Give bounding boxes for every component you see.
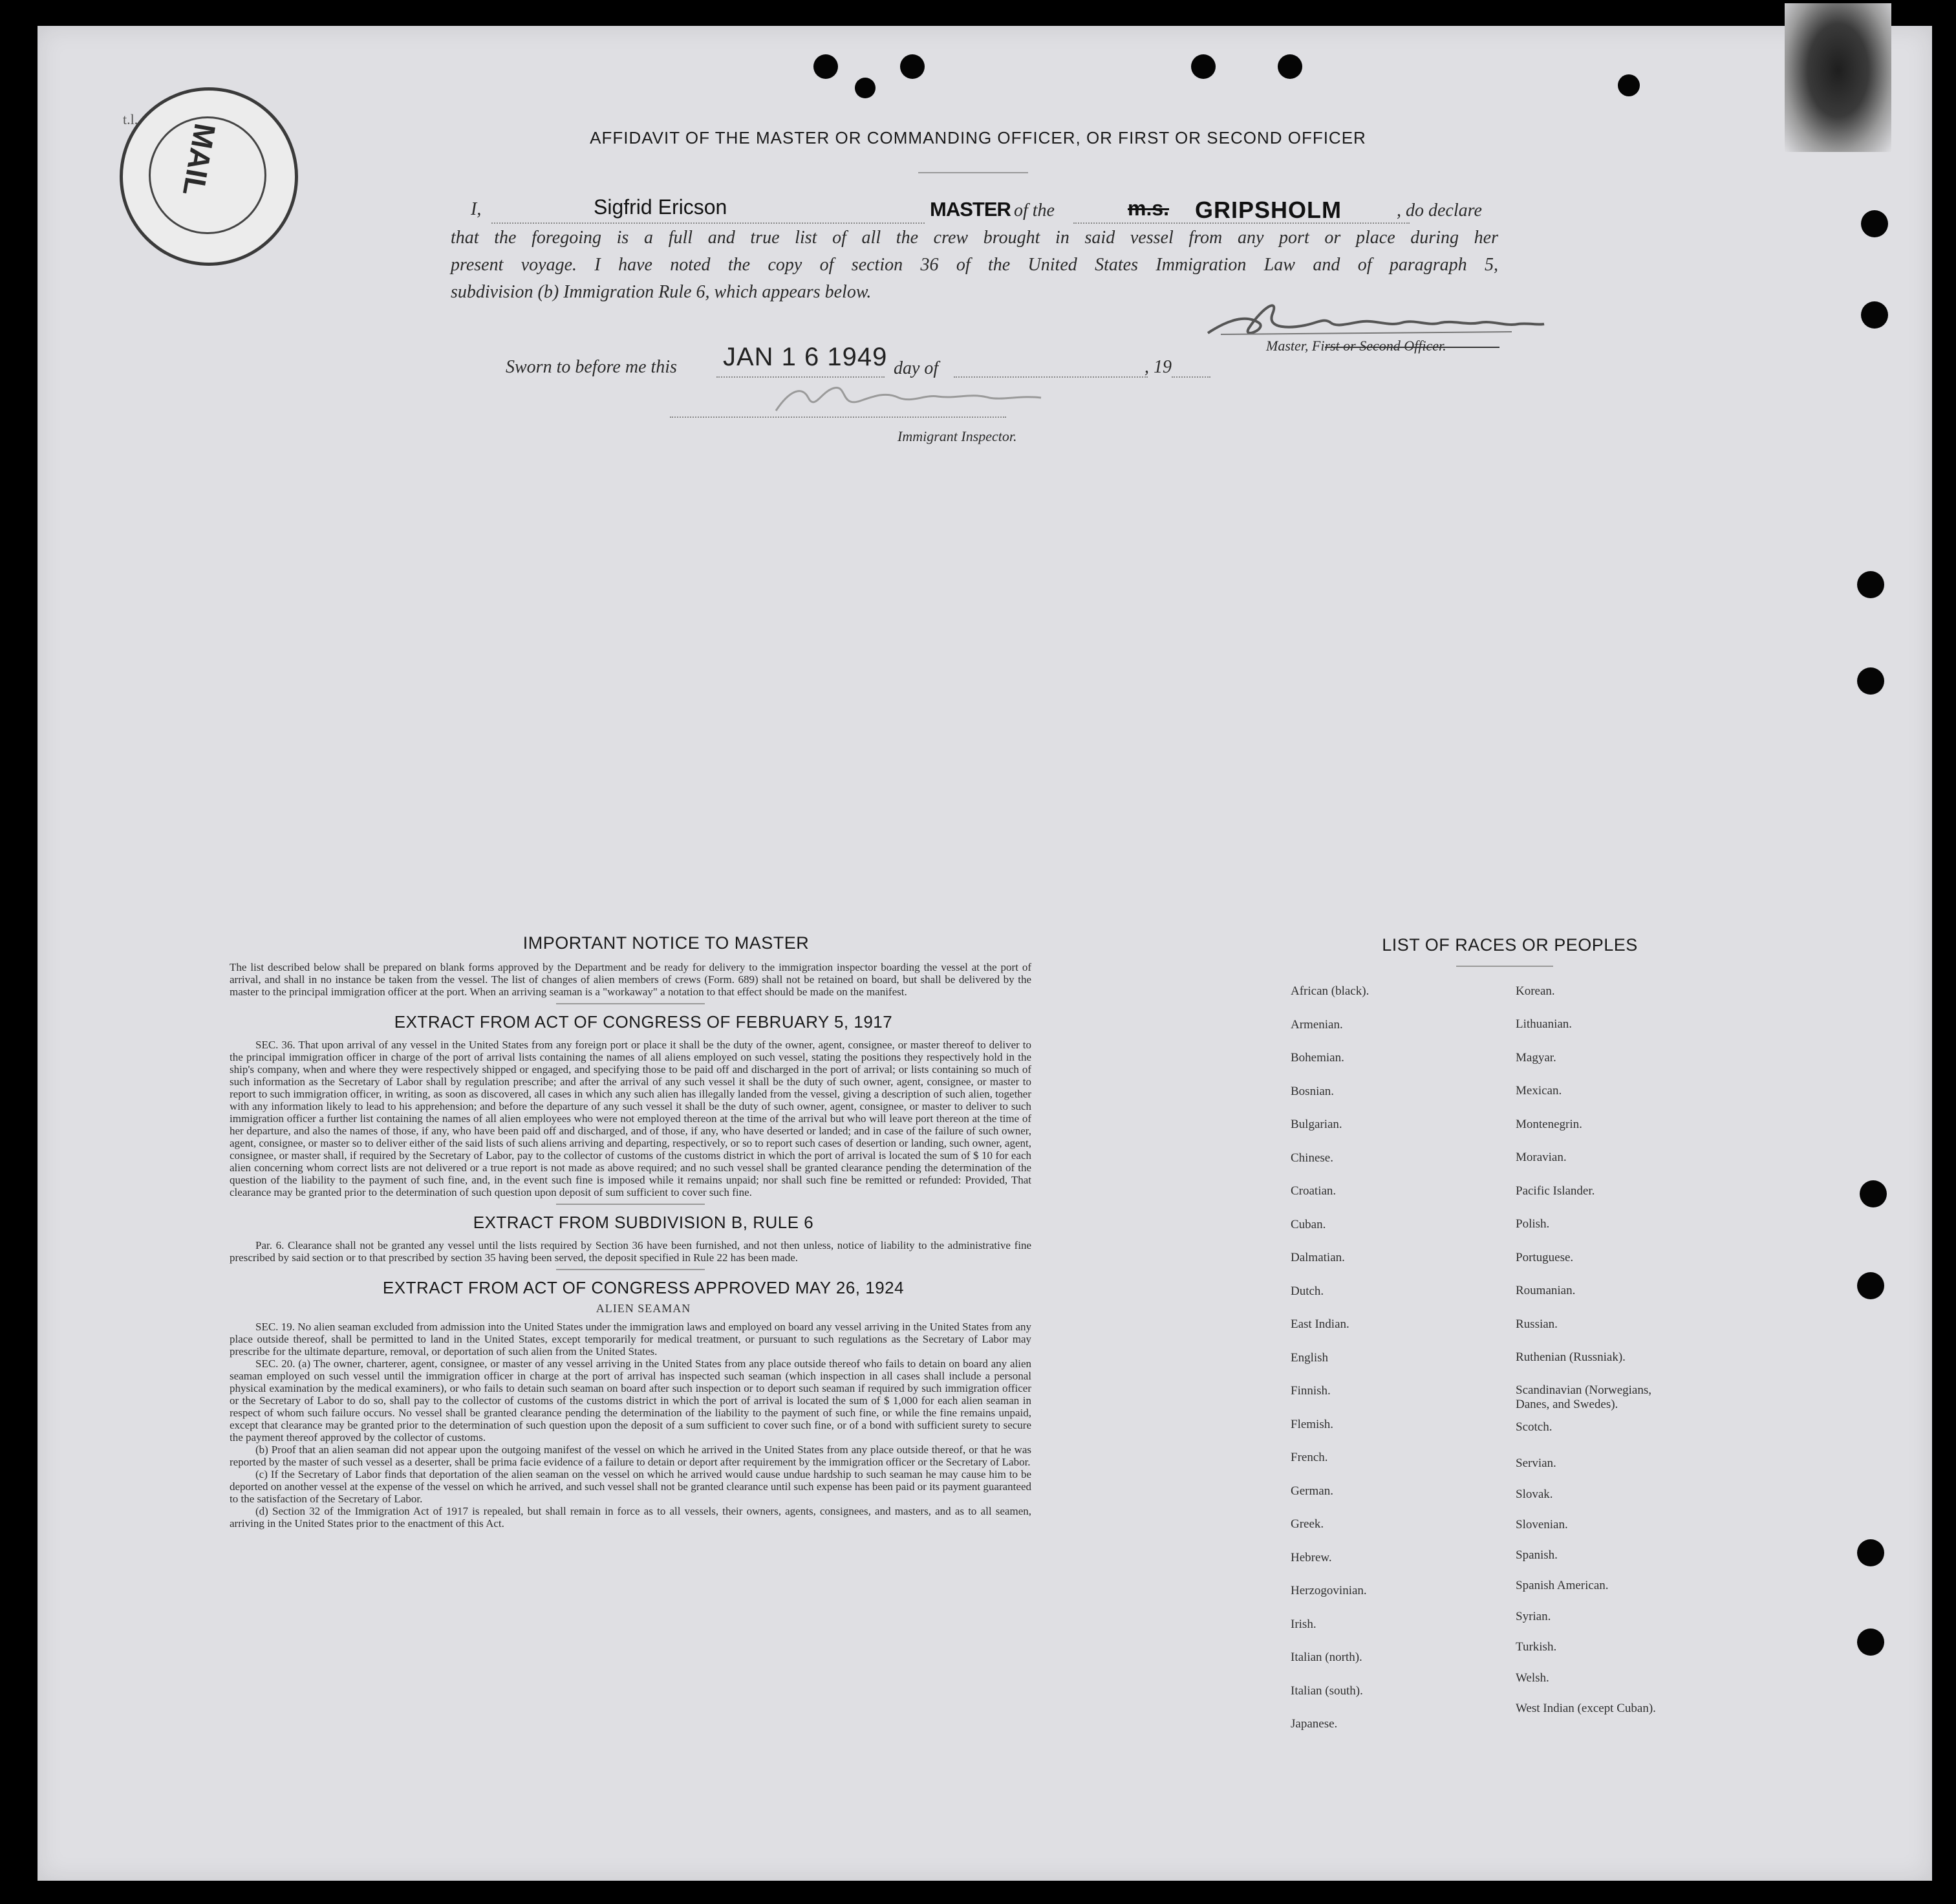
of-the-label: of the [1014,200,1055,221]
extract3-sec20a: SEC. 20. (a) The owner, charterer, agent, consignee, or master of any vessel arriving in the United States from any place outside thereof who fails to detain on board any alien seaman employed on such vessel until the immigration officer in charge at the port of arrival has inspected such seaman (which inspection in all cases shall include a personal physical examination by the medical examiners), or who fails to detain such seaman on board after such inspection or to deport such seaman if required by such immigration officer or the Secretary of Labor to do so, shall pay to the collector of customs of the customs district in which the port of arrival is located the sum of $ 1,000 for each alien seaman in respect of whom such failure occurs. No vessel shall be granted clearance pending the determination of the liability to the payment of such fine, or while the fine remains unpaid, except that clearance may be granted prior to the determination of such question upon the deposit of a sum sufficient to cover such fine, or of a bond with sufficient surety to secure the payment thereof approved by the collector of customs. [230,1358,1031,1444]
race-item: Hebrew. [1291,1550,1332,1564]
race-item: African (black). [1291,984,1370,998]
race-item: Syrian. [1516,1610,1551,1623]
punch-hole [1278,54,1302,79]
race-item: Scotch. [1516,1420,1553,1434]
extract3-title: EXTRACT FROM ACT OF CONGRESS APPROVED MAY 26, 1924 [382,1278,905,1297]
races-title: LIST OF RACES OR PEOPLES [1382,935,1638,955]
sworn-label: Sworn to before me this [506,357,677,377]
punch-hole [1857,1272,1884,1299]
race-item: Bosnian. [1291,1084,1335,1098]
date-line [716,376,885,378]
race-item: Croatian. [1291,1184,1337,1198]
notice-column [230,933,1031,1530]
race-item: German. [1291,1484,1333,1498]
race-item: Herzogovinian. [1291,1584,1367,1597]
name-line [491,222,925,224]
punch-hole [900,54,925,79]
race-item: East Indian. [1291,1317,1349,1331]
rank: MASTER [930,198,1011,221]
stamp-lettering: MAIL [176,121,222,199]
punch-hole [1861,301,1888,329]
affidavit-title: AFFIDAVIT OF THE MASTER OR COMMANDING OFFICER, OR FIRST OR SECOND OFFICER [590,128,1366,147]
affidavit-line-2: that the foregoing is a full and true list of all the crew brought in said vessel from any port or place during her [451,228,1498,248]
master-name: Sigfrid Ericson [594,195,727,219]
punch-hole [1857,667,1884,695]
extract2-title: EXTRACT FROM SUBDIVISION B, RULE 6 [473,1213,814,1232]
inspector-signature [763,378,1060,417]
inspector-line [670,416,1006,418]
race-item: Finnish. [1291,1384,1331,1398]
races-divider [1456,966,1553,967]
punch-hole [1857,571,1884,598]
vessel-line [1073,222,1410,224]
affidavit-line-3: present voyage. I have noted the copy of section 36 of the United States Immigration Law and of paragraph 5, [451,255,1498,275]
day-of-label: day of [894,358,939,378]
race-item: Armenian. [1291,1017,1343,1032]
race-item: Spanish. [1516,1548,1558,1562]
month-line [954,376,1148,378]
race-item: Magyar. [1516,1051,1556,1065]
notice-title: IMPORTANT NOTICE TO MASTER [522,933,810,953]
race-item: English [1291,1350,1329,1365]
race-item: Greek. [1291,1517,1324,1531]
race-item: Turkish. [1516,1640,1557,1654]
race-item: Russian. [1516,1317,1558,1331]
race-item: Moravian. [1516,1151,1567,1164]
race-item: Slovenian. [1516,1518,1568,1531]
race-item: Chinese. [1291,1151,1333,1165]
year-line [1172,376,1210,378]
race-item: Polish. [1516,1217,1550,1231]
race-item: Japanese. [1291,1717,1338,1731]
extract2-body: Par. 6. Clearance shall not be granted any vessel until the lists required by Section 36 have been furnished, and not then unless, notice of liability to the administrative fine prescribed by said section or to that prescribed by section 35 having been served, the deposit specified in Rule 22 has been made. [230,1239,1031,1264]
notice-body: The list described below shall be prepared on blank forms approved by the Department and be ready for delivery to the immigration inspector boarding the vessel at the port of arrival, and shall in no instance be taken from the vessel. The list of changes of alien members of crews (Form. 689) shall not be retained on board, but shall be delivered by the master to the principal immigration officer at the port. When an arriving seaman is a "workaway" a notation to that effect should be made on the manifest. [230,961,1031,998]
race-item: Welsh. [1516,1671,1549,1685]
punch-hole [1191,54,1216,79]
extract3-sec20b: (b) Proof that an alien seaman did not appear upon the outgoing manifest of the vessel on which he arrived in the United States from any place outside thereof, or that he was reported by the master of such vessel as a deserter, shall be prima facie evidence of a failure to detain or deport after requirement by the immigration officer or the Secretary of Labor. [230,1444,1031,1468]
vessel-prefix: m.s. [1128,197,1170,220]
race-item: French. [1291,1451,1328,1464]
affidavit-line-4: subdivision (b) Immigration Rule 6, which appears below. [451,282,872,302]
race-item: Korean. [1516,984,1555,998]
race-item: Mexican. [1516,1084,1562,1098]
punch-hole [1857,1628,1884,1656]
race-item: Dalmatian. [1291,1251,1345,1264]
race-item: Servian. [1516,1456,1556,1470]
punch-hole [1860,1180,1887,1207]
divider [556,1269,705,1270]
race-item: Italian (south). [1291,1683,1363,1698]
inspector-caption: Immigrant Inspector. [897,428,1017,444]
extract3-subtitle: ALIEN SEAMAN [596,1302,691,1315]
title-divider [918,172,1028,173]
race-item: Spanish American. [1516,1579,1609,1592]
race-item: Bohemian. [1291,1051,1344,1065]
divider [556,1204,705,1205]
punch-hole [1861,210,1888,237]
race-item: Pacific Islander. [1516,1184,1595,1198]
race-item: Scandinavian (Norwegians, Danes, and Swedes). [1516,1383,1651,1411]
declarant-i-label: I, [471,199,482,219]
year-prefix: , 19 [1145,357,1172,377]
do-declare: , do declare [1397,200,1482,221]
race-item: Cuban. [1291,1217,1326,1231]
punch-hole [1857,1539,1884,1566]
race-item: Portuguese. [1516,1251,1574,1264]
race-item: Bulgarian. [1291,1118,1342,1131]
race-item: Flemish. [1291,1417,1333,1431]
extract3-sec19: SEC. 19. No alien seaman excluded from admission into the United States under the immigration laws and employed on board any vessel arriving in the United States from any place outside thereof, shall be permitted to land in the United States, except temporarily for medical treatment, or pursuant to such regulations as the Secretary of Labor may prescribe for the ultimate departure, removal, or deportation of such alien from the United States. [230,1321,1031,1358]
strike-first-second [1325,347,1499,348]
extract1-body: SEC. 36. That upon arrival of any vessel in the United States from any foreign port or place it shall be the duty of the owner, agent, consignee, or master thereof to deliver to the principal immigration officer in charge of the port of arrival lists containing the names of all aliens employed on such vessel, stating the positions they respectively hold in the ship's company, when and where they were respectively shipped or engaged, and specifying those to be paid off and discharged in the port of arrival; or lists containing so much of such information as the Secretary of Labor shall by regulation prescribe; and after the arrival of any such vessel it shall be the duty of such owner, agent, consignee, or master to report to such immigration officer, in writing, as soon as discovered, all cases in which any such alien has illegally landed from the vessel, giving a description of such alien, together with any information likely to lead to his apprehension; and before the departure of any such vessel it shall be the duty of such owner, agent, consignee, or master to deliver to such immigration officer a further list containing the names of all alien employees who were not employed thereon at the time of the arrival but who will leave port thereon at the time of her departure, and also the names of those, if any, who have been paid off and discharged, and of those, if any, who have deserted or landed; and in case of the failure of such owner, agent, consignee, or master so to deliver either of the said lists of such aliens arriving and departing, respectively, or so to report such cases of desertion or landing, such owner, agent, consignee, or master shall, if required by the Secretary of Labor, pay to the collector of customs of the customs district in which the port of arrival is located the sum of $ 10 for each alien concerning whom correct lists are not delivered or a true report is not made as above required; and no such vessel shall be granted clearance pending the determination of the question of the liability to the payment of such fine, and, in the event such fine is imposed while it remains unpaid; nor shall such fine be remitted or refunded: Provided, That clearance may be granted prior to the determination of such question upon deposit of sum sufficient to cover such fine. [230,1039,1031,1198]
extract3-sec20d: (d) Section 32 of the Immigration Act of 1917 is repealed, but shall remain in force as to all vessels, their owners, agents, consignees, and masters, and as to all seamen, arriving in the United States prior to the enactment of this Act. [230,1505,1031,1530]
race-item: Slovak. [1516,1488,1553,1501]
extract3-sec20c: (c) If the Secretary of Labor finds that deportation of the alien seaman on the vessel on which he arrived would cause undue hardship to such seaman he may cause him to be deported on another vessel at the expense of the vessel on which he arrived, and such vessel shall not be granted clearance until such expense has been paid or its payment guaranteed to the satisfaction of the Secretary of Labor. [230,1468,1031,1505]
race-item: Italian (north). [1291,1650,1362,1664]
race-item: West Indian (except Cuban). [1516,1702,1656,1715]
race-item: Ruthenian (Russniak). [1516,1350,1626,1364]
divider [556,1003,705,1004]
race-item: Montenegrin. [1516,1118,1582,1131]
sworn-date-stamp: JAN 1 6 1949 [723,343,888,371]
race-item: Roumanian. [1516,1284,1576,1297]
corner-mark: t.l. [123,111,138,127]
mail-stamp-seal [120,87,298,266]
race-item: Dutch. [1291,1284,1324,1298]
master-caption: Master, First or Second Officer. [1266,338,1446,354]
punch-hole [1618,74,1640,96]
punch-hole [813,54,838,79]
vessel-name: GRIPSHOLM [1195,197,1342,223]
race-item: Irish. [1291,1617,1317,1631]
extract1-title: EXTRACT FROM ACT OF CONGRESS OF FEBRUARY 5, 1917 [394,1012,893,1032]
punch-hole [855,78,876,98]
race-item: Lithuanian. [1516,1017,1573,1031]
